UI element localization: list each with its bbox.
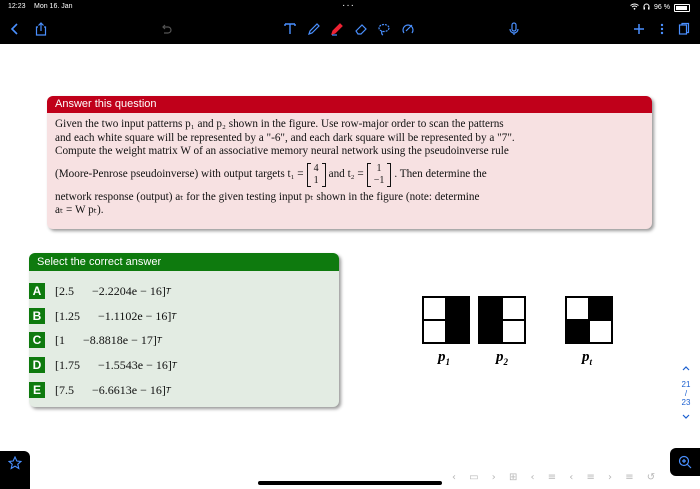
back-chevron-icon[interactable]	[4, 14, 26, 44]
status-right	[630, 3, 690, 12]
pattern-cell	[589, 320, 612, 343]
target-t1-vector	[307, 163, 326, 187]
status-bar	[0, 0, 700, 14]
pattern-label-p1: $p_1$	[438, 349, 450, 367]
status-date: Mon 16. Jan	[34, 3, 73, 10]
option-text: [2.5 −2.2204e − 16]	[55, 283, 166, 298]
answer-box	[29, 253, 339, 407]
option-a[interactable]	[29, 281, 171, 301]
t1-row-1: 4	[313, 162, 319, 174]
star-icon	[8, 455, 22, 474]
headphones-icon	[643, 3, 650, 12]
pattern-label-pt: $p_t$	[582, 349, 593, 367]
pattern-p2	[478, 296, 526, 344]
zoom-in-icon	[678, 454, 692, 473]
favorite-button[interactable]	[0, 451, 30, 489]
option-letter[interactable]: D	[29, 357, 45, 373]
question-line-4c: . Then determine the	[394, 167, 487, 180]
pen-icon[interactable]	[303, 14, 325, 44]
page-up-chevron-icon[interactable]	[676, 364, 696, 374]
battery-icon	[674, 4, 690, 12]
pattern-cell	[479, 320, 502, 343]
question-line-4b: and t₂ =	[328, 167, 364, 180]
option-text: [1.75 −1.5543e − 16]	[55, 357, 172, 372]
question-line-3: Compute the weight matrix W of an associative memory neural network using the pseudoinverse rule	[55, 145, 509, 157]
wifi-icon	[630, 3, 639, 12]
question-line-2: and each white square will be represented by a "-6", and each dark square will be represented by a "7".	[55, 131, 515, 144]
pattern-cell	[502, 297, 525, 320]
total-pages: 23	[681, 398, 691, 407]
option-letter[interactable]: E	[29, 382, 45, 398]
option-d[interactable]	[29, 355, 177, 375]
option-text: [1 −8.8818e − 17]	[55, 332, 157, 347]
pattern-pt	[565, 296, 613, 344]
text-tool-icon[interactable]	[279, 14, 301, 44]
option-text: [7.5 −6.6613e − 16]	[55, 382, 166, 397]
option-c[interactable]	[29, 330, 162, 350]
battery-percent: 96 %	[654, 4, 670, 11]
shapes-icon[interactable]	[397, 14, 419, 44]
transpose-mark: T	[171, 360, 177, 370]
question-line-4	[55, 163, 644, 187]
question-line-5: network response (output) aₜ for the given testing input pₜ shown in the figure (note: determine	[55, 190, 480, 203]
page-navigator	[676, 364, 696, 423]
pattern-cell	[566, 297, 589, 320]
target-t2-vector	[367, 163, 392, 187]
more-icon[interactable]	[651, 14, 673, 44]
microphone-icon[interactable]	[503, 14, 525, 44]
t2-row-1: 1	[376, 162, 382, 174]
option-letter[interactable]: C	[29, 332, 45, 348]
transpose-mark: T	[171, 311, 177, 321]
pattern-cell	[446, 320, 469, 343]
pattern-cell	[479, 297, 502, 320]
transpose-mark: T	[156, 335, 162, 345]
pattern-cell	[423, 297, 446, 320]
option-letter[interactable]: B	[29, 308, 45, 324]
option-b[interactable]	[29, 306, 176, 326]
pattern-cell	[566, 320, 589, 343]
pattern-cell	[446, 297, 469, 320]
zoom-button[interactable]	[670, 448, 700, 476]
question-text	[47, 113, 652, 218]
pattern-cell	[589, 297, 612, 320]
option-letter[interactable]: A	[29, 283, 45, 299]
share-icon[interactable]	[30, 14, 52, 44]
home-indicator[interactable]	[258, 481, 442, 485]
current-page[interactable]: 21	[681, 380, 691, 389]
lasso-icon[interactable]	[373, 14, 395, 44]
question-box	[47, 96, 652, 229]
pattern-label-p2: $p_2$	[496, 349, 508, 367]
question-line-4a: (Moore-Penrose pseudoinverse) with output targets t₁ =	[55, 167, 304, 180]
pattern-p1	[422, 296, 470, 344]
undo-icon[interactable]	[155, 14, 177, 44]
pdf-navigation-controls[interactable]: ‹ ▭ › ⊞ ‹ ≡ ‹ ≡ › ≡ ↺	[452, 472, 661, 483]
pattern-cell	[423, 320, 446, 343]
eraser-icon[interactable]	[350, 14, 372, 44]
t1-row-2: 1	[313, 174, 319, 186]
transpose-mark: T	[165, 385, 171, 395]
page-separator: /	[684, 389, 688, 398]
option-text: [1.25 −1.1102e − 16]	[55, 308, 172, 323]
t2-row-2: −1	[373, 174, 385, 186]
answer-header: Select the correct answer	[29, 253, 339, 271]
option-e[interactable]	[29, 380, 171, 400]
question-line-6: aₜ = W pₜ).	[55, 204, 104, 216]
multitasking-dots-icon[interactable]: ···	[342, 0, 355, 11]
status-time: 12:23	[8, 3, 26, 10]
question-line-1: Given the two input patterns p₁ and p₂ shown in the figure. Use row-major order to scan the patterns	[55, 118, 504, 130]
highlighter-icon[interactable]	[326, 14, 348, 44]
page-down-chevron-icon[interactable]	[676, 413, 696, 423]
add-icon[interactable]	[628, 14, 650, 44]
question-header: Answer this question	[47, 96, 652, 113]
pattern-cell	[502, 320, 525, 343]
toolbar	[0, 14, 700, 44]
pages-icon[interactable]	[673, 14, 695, 44]
transpose-mark: T	[165, 286, 171, 296]
